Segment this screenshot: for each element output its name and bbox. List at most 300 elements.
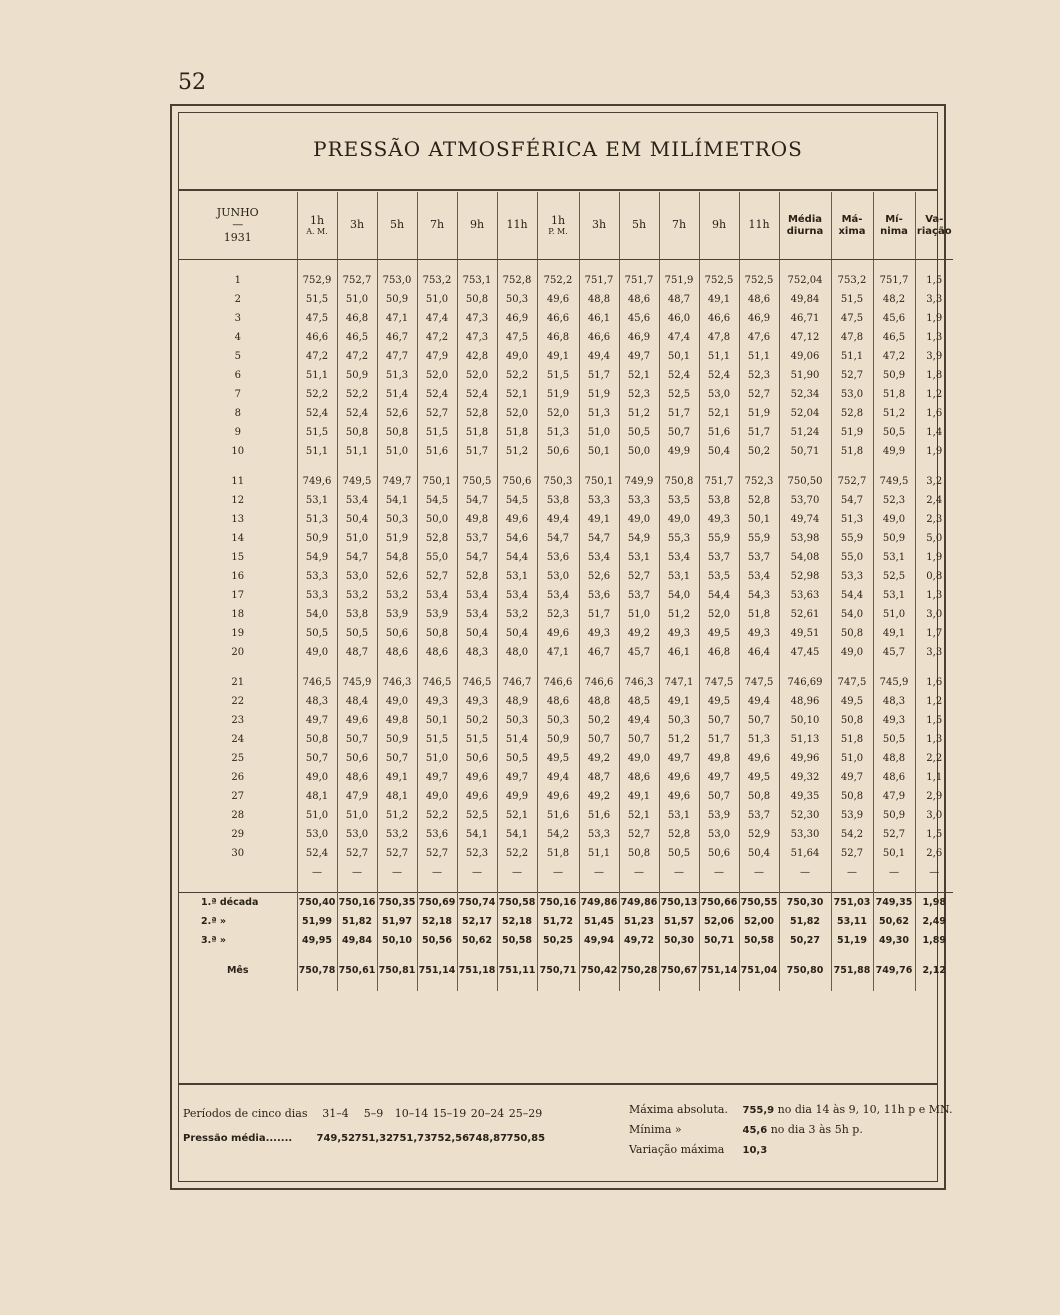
table-cell: 53,8 — [537, 491, 579, 510]
table-cell: 50,3 — [377, 510, 417, 529]
table-cell: 52,9 — [739, 825, 779, 844]
table-cell: 53,4 — [457, 605, 497, 624]
table-cell: 750,5 — [457, 472, 497, 491]
table-row — [179, 309, 953, 328]
table-cell: 49,4 — [537, 768, 579, 787]
table-cell: 50,5 — [873, 423, 915, 442]
table-cell: 1,3 — [915, 586, 953, 605]
table-cell: 49,2 — [619, 624, 659, 643]
table-cell: 51,3 — [739, 730, 779, 749]
minima-header-line: Mí- — [885, 214, 903, 225]
table-cell: 1,2 — [915, 692, 953, 711]
table-cell: 49,6 — [659, 787, 699, 806]
table-cell: 53,8 — [699, 491, 739, 510]
table-cell: 52,2 — [337, 385, 377, 404]
table-cell: 51,1 — [579, 844, 619, 863]
table-cell: 51,7 — [579, 366, 619, 385]
table-cell: 751,14 — [417, 961, 457, 980]
table-cell: 47,5 — [831, 309, 873, 328]
table-cell: 54,0 — [659, 586, 699, 605]
table-row — [179, 423, 953, 442]
table-cell: 53,0 — [337, 567, 377, 586]
spacer-cell — [699, 461, 739, 472]
page-title: PRESSÃO ATMOSFÉRICA EM MILÍMETROS — [313, 137, 803, 161]
spacer-cell — [739, 881, 779, 893]
table-cell: 52,2 — [297, 385, 337, 404]
table-cell: 52,34 — [779, 385, 831, 404]
row-label: 2 — [234, 294, 241, 305]
table-cell: 46,9 — [739, 309, 779, 328]
table-cell: 52,8 — [739, 491, 779, 510]
table-cell: 47,9 — [873, 787, 915, 806]
table-row — [179, 730, 953, 749]
dash-cell: — — [417, 863, 457, 881]
table-cell: 46,6 — [579, 328, 619, 347]
table-cell: 50,0 — [619, 442, 659, 461]
dash-cell: — — [497, 863, 537, 881]
hour-label: 11h — [506, 218, 528, 232]
spacer-cell — [417, 662, 457, 673]
table-cell: 51,8 — [873, 385, 915, 404]
table-cell: 49,6 — [739, 749, 779, 768]
spacer-cell — [417, 980, 457, 991]
table-row — [179, 692, 953, 711]
table-cell: 49,9 — [497, 787, 537, 806]
table-cell: 1,5 — [915, 271, 953, 290]
table-cell: 50,56 — [417, 931, 457, 950]
table-cell: 53,1 — [873, 586, 915, 605]
table-cell: 49,3 — [699, 510, 739, 529]
table-cell: 49,3 — [417, 692, 457, 711]
max-abs-note: no dia 14 às 9, 10, 11h p e MN. — [777, 1103, 953, 1116]
table-cell: 48,2 — [873, 290, 915, 309]
periods-label: Períodos de cinco dias — [183, 1107, 308, 1120]
table-cell: 3,0 — [915, 806, 953, 825]
table-cell: 49,6 — [537, 624, 579, 643]
table-cell: 51,0 — [377, 442, 417, 461]
table-row — [179, 491, 953, 510]
table-cell: 746,7 — [497, 673, 537, 692]
spacer-cell — [699, 950, 739, 961]
table-cell: 749,86 — [579, 893, 619, 913]
period-pressure: 750,85 — [506, 1133, 546, 1144]
spacer-cell — [377, 662, 417, 673]
hour-label: 11h — [748, 218, 770, 232]
table-cell: 750,61 — [337, 961, 377, 980]
table-cell: 51,0 — [297, 806, 337, 825]
table-cell: 53,4 — [659, 548, 699, 567]
table-cell: 752,9 — [297, 271, 337, 290]
spacer-cell — [779, 461, 831, 472]
table-cell: 750,81 — [377, 961, 417, 980]
table-cell: 753,1 — [457, 271, 497, 290]
spacer-cell — [619, 461, 659, 472]
table-cell: 48,3 — [873, 692, 915, 711]
table-cell: 49,1 — [377, 768, 417, 787]
table-cell: 50,7 — [699, 787, 739, 806]
spacer-cell — [457, 662, 497, 673]
spacer-cell — [831, 461, 873, 472]
table-row — [179, 586, 953, 605]
table-cell: 52,7 — [417, 567, 457, 586]
table-cell: 50,7 — [699, 711, 739, 730]
table-cell: 2,9 — [915, 787, 953, 806]
table-cell: 54,3 — [739, 586, 779, 605]
extremes-block — [629, 1103, 952, 1163]
table-cell: 49,96 — [779, 749, 831, 768]
table-cell: 51,2 — [659, 605, 699, 624]
table-cell: 50,8 — [297, 730, 337, 749]
table-cell: 49,0 — [619, 510, 659, 529]
table-cell: 51,5 — [457, 730, 497, 749]
table-cell: 51,0 — [417, 290, 457, 309]
spacer-cell — [337, 662, 377, 673]
table-cell: 51,6 — [579, 806, 619, 825]
table-cell: 49,35 — [779, 787, 831, 806]
spacer-cell — [831, 980, 873, 991]
table-cell: 749,35 — [873, 893, 915, 913]
spacer-cell — [297, 950, 337, 961]
table-cell: 53,7 — [739, 806, 779, 825]
table-cell: 47,3 — [457, 309, 497, 328]
table-cell: 52,6 — [377, 567, 417, 586]
table-cell: 51,90 — [779, 366, 831, 385]
table-cell: 51,0 — [417, 749, 457, 768]
table-cell: 752,5 — [739, 271, 779, 290]
variacao-header — [915, 192, 953, 260]
table-cell: 46,9 — [497, 309, 537, 328]
spacer-cell — [457, 950, 497, 961]
table-cell: 53,9 — [377, 605, 417, 624]
table-cell: 49,94 — [579, 931, 619, 950]
table-cell: 51,7 — [699, 730, 739, 749]
table-cell: 52,7 — [619, 567, 659, 586]
table-cell: 750,69 — [417, 893, 457, 913]
table-cell: 52,1 — [497, 806, 537, 825]
table-row — [179, 442, 953, 461]
table-row — [179, 271, 953, 290]
table-cell: 51,57 — [659, 912, 699, 931]
row-label: 7 — [234, 389, 241, 400]
hour-label: 1h — [550, 213, 566, 227]
table-cell: 48,6 — [873, 768, 915, 787]
table-cell: 50,4 — [739, 844, 779, 863]
table-cell: 47,1 — [537, 643, 579, 662]
dash-cell: — — [537, 863, 579, 881]
table-cell: 53,1 — [659, 806, 699, 825]
table-cell: 55,9 — [739, 529, 779, 548]
table-cell: 49,74 — [779, 510, 831, 529]
table-cell: 51,45 — [579, 912, 619, 931]
table-cell: 46,5 — [873, 328, 915, 347]
table-row — [179, 567, 953, 586]
table-cell: 752,8 — [497, 271, 537, 290]
spacer-cell — [579, 260, 619, 272]
table-cell: 751,7 — [619, 271, 659, 290]
table-cell: 52,7 — [873, 825, 915, 844]
table-cell: 1,9 — [915, 309, 953, 328]
row-label: 30 — [231, 848, 245, 859]
minima-header — [873, 192, 915, 260]
table-cell: 54,9 — [619, 529, 659, 548]
spacer-cell — [619, 950, 659, 961]
table-cell: 49,6 — [457, 787, 497, 806]
spacer-cell — [537, 662, 579, 673]
row-label: 25 — [231, 753, 245, 764]
table-cell: 49,1 — [699, 290, 739, 309]
summary-row — [179, 931, 953, 950]
table-cell: 52,7 — [739, 385, 779, 404]
spacer-cell — [579, 662, 619, 673]
table-cell: 1,1 — [915, 768, 953, 787]
table-cell: 54,5 — [497, 491, 537, 510]
table-cell: 51,13 — [779, 730, 831, 749]
table-cell: 50,62 — [457, 931, 497, 950]
maxima-header — [831, 192, 873, 260]
spacer-row — [179, 980, 953, 991]
spacer-cell — [179, 950, 297, 961]
table-cell: 3,3 — [915, 643, 953, 662]
table-cell: 51,0 — [579, 423, 619, 442]
table-cell: 49,5 — [831, 692, 873, 711]
hour-sublabel: A. M. — [306, 227, 328, 237]
table-cell: 1,3 — [915, 328, 953, 347]
table-cell: 52,0 — [497, 404, 537, 423]
table-cell: 49,7 — [699, 768, 739, 787]
table-cell: 48,8 — [579, 692, 619, 711]
spacer-cell — [915, 950, 953, 961]
table-cell: 46,1 — [579, 309, 619, 328]
table-cell: 51,6 — [417, 442, 457, 461]
table-cell: 746,69 — [779, 673, 831, 692]
row-label: 13 — [231, 514, 245, 525]
table-cell: 50,27 — [779, 931, 831, 950]
variacao-header-line: Va- — [925, 214, 944, 225]
table-cell: 50,5 — [497, 749, 537, 768]
spacer-cell — [497, 662, 537, 673]
spacer-row — [179, 950, 953, 961]
table-cell: 45,7 — [873, 643, 915, 662]
table-cell: 52,7 — [417, 404, 457, 423]
table-cell: 52,1 — [619, 366, 659, 385]
spacer-cell — [579, 881, 619, 893]
table-cell: 49,0 — [659, 510, 699, 529]
table-cell: 51,4 — [497, 730, 537, 749]
table-cell: 750,35 — [377, 893, 417, 913]
row-label: 3.ª » — [201, 935, 227, 946]
pressure-label: Pressão média....... — [183, 1133, 293, 1144]
table-cell: 53,6 — [579, 586, 619, 605]
table-cell: 47,2 — [873, 347, 915, 366]
table-cell: 52,6 — [377, 404, 417, 423]
table-cell: 51,0 — [337, 806, 377, 825]
row-label: 29 — [231, 829, 245, 840]
table-cell: 50,2 — [739, 442, 779, 461]
spacer-cell — [377, 980, 417, 991]
spacer-cell — [179, 461, 297, 472]
table-cell: 750,13 — [659, 893, 699, 913]
table-cell: 53,9 — [699, 806, 739, 825]
table-cell: 49,7 — [619, 347, 659, 366]
table-cell: 49,0 — [619, 749, 659, 768]
table-cell: 3,9 — [915, 347, 953, 366]
spacer-cell — [179, 881, 297, 893]
table-cell: 48,6 — [417, 643, 457, 662]
table-cell: 749,6 — [297, 472, 337, 491]
hour-header — [497, 192, 537, 260]
table-cell: 746,6 — [537, 673, 579, 692]
spacer-cell — [537, 260, 579, 272]
spacer-cell — [779, 950, 831, 961]
table-cell: 52,5 — [457, 806, 497, 825]
table-cell: 51,5 — [297, 290, 337, 309]
table-cell: 54,7 — [457, 491, 497, 510]
table-cell: 54,5 — [417, 491, 457, 510]
spacer-cell — [831, 881, 873, 893]
table-cell: 51,1 — [297, 366, 337, 385]
spacer-cell — [659, 950, 699, 961]
table-cell: 48,1 — [297, 787, 337, 806]
spacer-cell — [457, 461, 497, 472]
table-cell: 53,4 — [579, 548, 619, 567]
dash-cell: — — [659, 863, 699, 881]
table-cell: 750,71 — [537, 961, 579, 980]
row-label: 27 — [231, 791, 245, 802]
period-pressure: 751,73 — [392, 1133, 432, 1144]
spacer-cell — [579, 980, 619, 991]
table-cell: 746,6 — [579, 673, 619, 692]
table-cell: 751,03 — [831, 893, 873, 913]
spacer-cell — [915, 980, 953, 991]
table-cell: 51,3 — [297, 510, 337, 529]
table-cell: 51,23 — [619, 912, 659, 931]
table-cell: 51,19 — [831, 931, 873, 950]
table-cell: 50,9 — [377, 290, 417, 309]
row-label: 11 — [231, 476, 245, 487]
table-cell: 1,9 — [915, 442, 953, 461]
month-row — [179, 961, 953, 980]
table-cell: 53,0 — [831, 385, 873, 404]
periods-row — [183, 1107, 545, 1131]
hour-label: 1h — [309, 213, 325, 227]
table-cell: 54,1 — [377, 491, 417, 510]
month-dash: — — [232, 218, 244, 232]
table-row — [179, 787, 953, 806]
table-cell: 51,9 — [537, 385, 579, 404]
period-label: 5–9 — [363, 1107, 384, 1120]
row-label: 6 — [234, 370, 241, 381]
period-pressure: 751,32 — [354, 1133, 394, 1144]
table-cell: 53,1 — [497, 567, 537, 586]
table-cell: 48,0 — [497, 643, 537, 662]
table-cell: 50,4 — [699, 442, 739, 461]
table-cell: 45,6 — [873, 309, 915, 328]
table-cell: 50,7 — [619, 730, 659, 749]
table-cell: 51,1 — [699, 347, 739, 366]
table-cell: 50,8 — [831, 711, 873, 730]
spacer-cell — [579, 461, 619, 472]
table-cell: 53,0 — [699, 385, 739, 404]
max-abs-row — [629, 1103, 952, 1123]
spacer-cell — [915, 461, 953, 472]
table-cell: 3,3 — [915, 290, 953, 309]
table-cell: 54,0 — [297, 605, 337, 624]
table-cell: 750,30 — [779, 893, 831, 913]
table-cell: 750,16 — [537, 893, 579, 913]
table-cell: 50,5 — [297, 624, 337, 643]
table-cell: 50,1 — [417, 711, 457, 730]
min-label: Mínima » — [629, 1123, 682, 1136]
table-cell: 53,98 — [779, 529, 831, 548]
table-cell: 53,7 — [619, 586, 659, 605]
table-cell: 48,1 — [377, 787, 417, 806]
table-cell: 1,5 — [915, 825, 953, 844]
table-cell: 50,0 — [417, 510, 457, 529]
row-label: 22 — [231, 696, 245, 707]
table-cell: 51,3 — [831, 510, 873, 529]
table-cell: 51,8 — [831, 442, 873, 461]
table-cell: 53,3 — [619, 491, 659, 510]
table-cell: 50,58 — [739, 931, 779, 950]
table-cell: 49,72 — [619, 931, 659, 950]
table-cell: 53,7 — [699, 548, 739, 567]
table-cell: 49,5 — [699, 692, 739, 711]
spacer-cell — [417, 881, 457, 893]
table-cell: 49,3 — [579, 624, 619, 643]
table-cell: 50,7 — [659, 423, 699, 442]
spacer-cell — [873, 461, 915, 472]
spacer-cell — [739, 980, 779, 991]
table-cell: 49,84 — [779, 290, 831, 309]
spacer-cell — [831, 950, 873, 961]
table-cell: 54,2 — [537, 825, 579, 844]
table-cell: 46,5 — [337, 328, 377, 347]
table-cell: 745,9 — [337, 673, 377, 692]
table-cell: 49,2 — [579, 787, 619, 806]
spacer-cell — [337, 260, 377, 272]
table-row — [179, 624, 953, 643]
table-cell: 50,58 — [497, 931, 537, 950]
spacer-cell — [297, 980, 337, 991]
period-pressure: 752,56 — [430, 1133, 470, 1144]
table-cell: 3,2 — [915, 472, 953, 491]
table-cell: 48,6 — [377, 643, 417, 662]
table-cell: 47,7 — [377, 347, 417, 366]
table-cell: 53,0 — [699, 825, 739, 844]
table-cell: 49,0 — [297, 643, 337, 662]
hour-label: 5h — [389, 218, 405, 232]
table-cell: 747,1 — [659, 673, 699, 692]
table-cell: 50,5 — [659, 844, 699, 863]
spacer-cell — [297, 881, 337, 893]
table-cell: 50,6 — [337, 749, 377, 768]
table-cell: 751,04 — [739, 961, 779, 980]
table-cell: 54,7 — [457, 548, 497, 567]
table-cell: 51,5 — [831, 290, 873, 309]
row-label: 8 — [234, 408, 241, 419]
table-cell: 53,9 — [417, 605, 457, 624]
table-cell: 47,8 — [831, 328, 873, 347]
pressures-row — [183, 1131, 545, 1144]
month-header — [179, 192, 297, 260]
table-cell: 52,7 — [417, 844, 457, 863]
table-cell: 52,4 — [417, 385, 457, 404]
row-label: 2.ª » — [201, 916, 227, 927]
table-cell: 50,2 — [457, 711, 497, 730]
table-cell: 50,6 — [537, 442, 579, 461]
table-cell: 53,7 — [457, 529, 497, 548]
spacer-cell — [179, 260, 297, 272]
